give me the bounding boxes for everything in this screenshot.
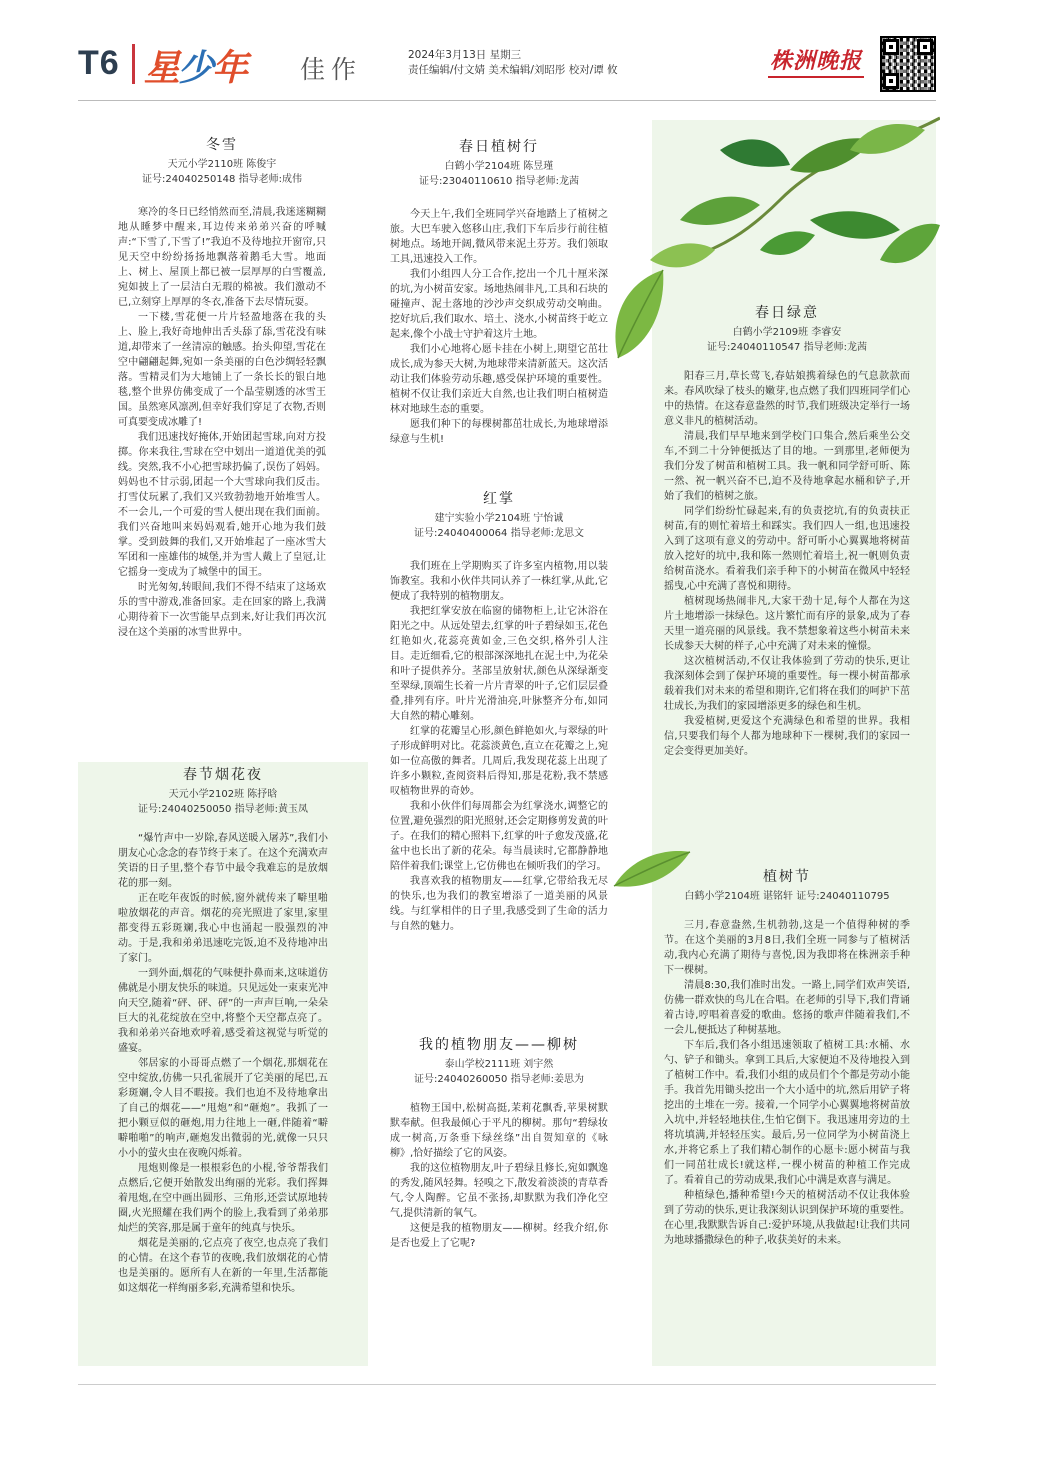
page-number-divider [132,44,135,84]
article-paragraph: 同学们纷纷忙碌起来,有的负责挖坑,有的负责扶正树苗,有的则忙着培土和踩实。我们四人一组,也迅速投入到了这项有意义的劳动中。舒可昕小心翼翼地将树苗放入挖好的坑中,我和陈一然则忙着培土,祝一帆则负责给树苗浇水。看着我们亲手种下的小树苗在微风中轻轻摇曳,心中充满了喜悦和期待。 [664,506,910,592]
article-paragraph: 时光匆匆,转眼间,我们不得不结束了这场欢乐的雪中游戏,准备回家。走在回家的路上,我满心期待着下一次雪能早点到来,好让我们再次沉浸在这个美丽的冰雪世界中。 [118,582,326,638]
header-divider [78,100,936,101]
issue-date: 2024年3月13日 星期三 [408,49,522,61]
issue-meta [408,48,618,78]
article-spring-green [664,302,910,759]
section-title: 佳作 [300,55,363,84]
article-cert: 证号:24040400064 指导老师:龙思文 [414,528,584,539]
article-paragraph: 这次植树活动,不仅让我体验到了劳动的快乐,更让我深刻体会到了保护环境的重要性。每一棵小树苗都承载着我们对未来的希望和期许,它们将在我们的呵护下茁壮成长,为我们的家园增添更多的绿色和生机。 [664,656,910,712]
article-title: 红掌 [483,491,515,507]
article-paragraph: 愿我们种下的每棵树都茁壮成长,为地球增添绿意与生机! [390,419,608,445]
page-header [78,34,938,100]
article-paragraph: 我们小组四人分工合作,挖出一个几十厘米深的坑,为小树苗安家。场地热闹非凡,工具和石块的碰撞声、泥土落地的沙沙声交织成劳动交响曲。挖好坑后,我们取水、培土、浇水,小树苗终于屹立起来,像个小战士守护着这片土地。 [390,269,608,340]
article-paragraph: 正在吃年夜饭的时候,窗外就传来了噼里啪啦放烟花的声音。烟花的亮光照进了家里,家里都变得五彩斑斓,我心中也涌起一股强烈的冲动。于是,我和弟弟迅速吃完饭,迫不及待地冲出了家门。 [118,893,328,964]
article-cert: 证号:24040260050 指导老师:姜思为 [414,1074,584,1085]
article-body [664,369,910,759]
article-paragraph: 我们小心地将心愿卡挂在小树上,期望它茁壮成长,成为参天大树,为地球带来清新蓝天。这次活动让我们体验劳动乐趣,感受保护环境的重要性。植树不仅让我们亲近大自然,也让我们明白植树造林对地球生态的重要。 [390,344,608,415]
qr-code-icon[interactable] [880,36,936,92]
article-paragraph: 清晨8:30,我们准时出发。一路上,同学们欢声笑语,仿佛一群欢快的鸟儿在合唱。在老师的引导下,我们背诵着古诗,哼唱着喜爱的歌曲。悠扬的歌声伴随着我们,不一会儿,便抵达了种树基地。 [664,980,910,1036]
article-byline: 白鹤小学2104班 陈昱瑾 [444,161,554,172]
column-logo-char-1: 星 [144,48,179,89]
article-body [118,831,328,1296]
article-title: 植树节 [763,869,811,885]
newspaper-logo: 株洲晚报 [770,44,862,75]
article-title: 春日绿意 [755,305,819,321]
article-paragraph: 寒冷的冬日已经悄然而至,清晨,我迷迷糊糊地从睡梦中醒来,耳边传来弟弟兴奋的呼喊声:“下雪了,下雪了!”我迫不及待地拉开窗帘,只见天空中纷纷扬扬地飘落着鹅毛大雪。地面上、树上、屋顶上都已被一层厚厚的白雪覆盖,宛如披上了一层洁白无瑕的棉被。我们激动不已,立刻穿上厚厚的冬衣,准备下去尽情玩耍。 [118,207,326,308]
article-paragraph: 三月,春意盎然,生机勃勃,这是一个值得种树的季节。在这个美丽的3月8日,我们全班一同参与了植树活动,我内心充满了期待与喜悦,因为我即将在株洲亲手种下一棵树。 [664,920,910,976]
article-paragraph: 清晨,我们早早地来到学校门口集合,然后乘坐公交车,不到二十分钟便抵达了目的地。一到那里,老师便为我们分发了树苗和植树工具。我一帆和同学舒可昕、陈一然、祝一帆兴奋不已,迫不及待地拿起水桶和铲子,开始了我们的植树之旅。 [664,431,910,502]
article-anthurium [390,488,608,934]
article-byline: 建宁实验小学2104班 宁怡诚 [434,513,564,524]
article-paragraph: 植树现场热闹非凡,大家干劲十足,每个人都在为这片土地增添一抹绿色。这片繁忙而有序的景象,成为了春天里一道亮丽的风景线。我不禁想象着这些小树苗未来长成参天大树的样子,心中充满了对未来的憧憬。 [664,596,910,652]
article-cert: 证号:24040250050 指导老师:黄玉凤 [138,804,308,815]
article-paragraph: 烟花是美丽的,它点亮了夜空,也点亮了我们的心情。在这个春节的夜晚,我们放烟花的心情也是美丽的。愿所有人在新的一年里,生活都能如这烟花一样绚丽多彩,充满希望和快乐。 [118,1238,328,1294]
article-byline: 白鹤小学2109班 李睿安 [732,327,842,338]
article-paragraph: 今天上午,我们全班同学兴奋地踏上了植树之旅。大巴车驶入悠移山庄,我们下车后步行前往植树地点。场地开阔,微风带来泥土芬芳。我们领取工具,迅速投入工作。 [390,209,608,265]
page-number: T6 [78,44,120,82]
article-paragraph: 阳春三月,草长莺飞,春姑娘携着绿色的气息款款而来。春风吹绿了枝头的嫩芽,也点燃了我们四班同学们心中的热情。在这春意盎然的时节,我们班级决定举行一场意义非凡的植树活动。 [664,371,910,427]
article-paragraph: 我们班在上学期购买了许多室内植物,用以装饰教室。我和小伙伴共同认养了一株红掌,从此,它便成了我特别的植物朋友。 [390,561,608,602]
article-paragraph: 我爱植树,更爱这个充满绿色和希望的世界。我相信,只要我们每个人都为地球种下一棵树,我们的家园一定会变得更加美好。 [664,716,910,757]
article-body [390,1101,608,1251]
article-body [390,559,608,934]
article-paragraph: 我喜欢我的植物朋友——红掌,它带给我无尽的快乐,也为我们的教室增添了一道美丽的风景线。与红掌相伴的日子里,我感受到了生命的活力与自然的魅力。 [390,876,608,932]
article-body [664,918,910,1248]
article-paragraph: 我把红掌安放在临窗的储物柜上,让它沐浴在阳光之中。从远处望去,红掌的叶子碧绿如玉,花色红艳如火,花蕊亮黄如金,三色交织,格外引人注目。走近细看,它的根部深深地扎在泥土中,为花朵和叶子提供养分。茎部呈放射状,颜色从深绿渐变至翠绿,顶端生长着一片片青翠的叶子,它们层层叠叠,排列有序。叶片光滑油亮,叶脉整齐分布,如同大自然的精心雕刻。 [390,606,608,722]
leaf-icon [608,266,668,362]
article-paragraph: 红掌的花瓣呈心形,颜色鲜艳如火,与翠绿的叶子形成鲜明对比。花蕊淡黄色,直立在花瓣之上,宛如一位高傲的舞者。几周后,我发现花蕊上出现了许多小颗粒,查阅资料后得知,那是花粉,我不禁感叹植物世界的奇妙。 [390,726,608,797]
leaves-illustration-icon [640,110,940,310]
article-title: 春日植树行 [459,139,539,155]
article-winter-snow [118,134,326,640]
column-logo-char-3: 年 [212,48,247,89]
article-byline: 泰山学校2111班 刘宇然 [444,1059,554,1070]
article-byline: 白鹤小学2104班 谌铭轩 证号:24040110795 [684,891,890,902]
article-paragraph: 这便是我的植物朋友——柳树。经我介绍,你是否也爱上了它呢? [390,1223,608,1249]
article-paragraph: 种植绿色,播种希望!今天的植树活动不仅让我体验到了劳动的快乐,更让我深刻认识到保护环境的重要性。在心里,我默默告诉自己:爱护环境,从我做起!让我们共同为地球播撒绿色的种子,收获美好的未来。 [664,1190,910,1246]
article-cert: 证号:24040250148 指导老师:成伟 [142,174,302,185]
footer-divider [78,1384,936,1385]
article-paragraph: 植物王国中,松树高挺,茉莉花飘香,苹果树默默奉献。但我最倾心于平凡的柳树。那句“碧绿妆成一树高,万条垂下绿丝绦”出自贺知章的《咏柳》,恰好描绘了它的风姿。 [390,1103,608,1159]
editor-credits: 责任编辑/付文婧 美术编辑/刘昭彤 校对/谭 攸 [408,64,618,76]
article-title: 冬雪 [206,137,238,153]
article-paragraph: 下车后,我们各小组迅速领取了植树工具:水桶、水勺、铲子和锄头。拿到工具后,大家便迫不及待地投入到了植树工作中。看,我们小组的成员们个个都是劳动小能手。我首先用锄头挖出一个大小适中的坑,然后用铲子将挖出的土堆在一旁。接着,一个同学小心翼翼地将树苗放入坑中,并轻轻地扶住,生怕它倒下。我迅速用旁边的土将坑填满,并轻轻压实。最后,另一位同学为小树苗浇上水,并将它系上了我们精心制作的心愿卡:愿小树苗与我们一同茁壮成长!就这样,一棵小树苗的种植工作完成了。看着自己的劳动成果,我们心中满是欢喜与满足。 [664,1040,910,1186]
article-title: 我的植物朋友——柳树 [419,1037,579,1053]
article-willow [390,1034,608,1251]
article-paragraph: 一下楼,雪花便一片片轻盈地落在我的头上、脸上,我好奇地伸出舌头舔了舔,雪花没有味道,却带来了一丝清凉的触感。抬头仰望,雪花在空中翩翩起舞,宛如一条美丽的白色沙绸轻轻飘落。雪精灵们为大地铺上了一条长长的银白地毯,整个世界仿佛变成了一个晶莹剔透的冰雪王国。虽然寒风凛冽,但幸好我们穿足了衣物,否则可真要变成冰雕了! [118,312,326,428]
column-logo-char-2: 少 [178,48,213,89]
article-cert: 证号:24040110547 指导老师:龙茜 [707,342,867,353]
article-cert: 证号:23040110610 指导老师:龙茜 [419,176,579,187]
article-spring-tree-planting [390,136,608,447]
article-paragraph: 一到外面,烟花的气味便扑鼻而来,这味道仿佛就是小朋友快乐的味道。只见远处一束束光冲向天空,随着“砰、砰、砰”的一声声巨响,一朵朵巨大的礼花绽放在空中,将整个天空都点亮了。我和弟弟兴奋地欢呼着,感受着这视觉与听觉的盛宴。 [118,968,328,1054]
article-arbor-day [664,866,910,1248]
article-paragraph: 邻居家的小哥哥点燃了一个烟花,那烟花在空中绽放,仿佛一只孔雀展开了它美丽的尾巴,五彩斑斓,令人目不暇接。我们也迫不及待地拿出了自己的烟花——“甩炮”和“砸炮”。我抓了一把小颗豆似的砸炮,用力往地上一砸,伴随着“噼噼啪啪”的响声,砸炮发出微弱的光,就像一只只小小的萤火虫在夜晚闪烁着。 [118,1058,328,1159]
article-paragraph: 甩炮则像是一根根彩色的小棍,爷爷帮我们点燃后,它便开始散发出绚丽的光彩。我们挥舞着甩炮,在空中画出圆形、三角形,还尝试原地转圈,火光照耀在我们两个的脸上,我看到了弟弟那灿烂的笑容,那是属于童年的纯真与快乐。 [118,1163,328,1234]
article-byline: 天元小学2110班 陈俊宇 [167,159,277,170]
article-paragraph: 我的这位植物朋友,叶子碧绿且修长,宛如飘逸的秀发,随风轻舞。轻嗅之下,散发着淡淡的青草香气,令人陶醉。它虽不张扬,却默默为我们净化空气,提供清新的氧气。 [390,1163,608,1219]
article-paragraph: “爆竹声中一岁除,春风送暖入屠苏”,我们小朋友心心念念的春节终于来了。在这个充满欢声笑语的日子里,整个春节中最令我难忘的是放烟花的那一刻。 [118,833,328,889]
article-body [118,205,326,640]
column-logo [144,40,246,91]
article-body [390,207,608,447]
article-paragraph: 我和小伙伴们每周都会为红掌浇水,调整它的位置,避免强烈的阳光照射,还会定期修剪发黄的叶子。在我们的精心照料下,红掌的叶子愈发茂盛,花盆中也长出了新的花朵。每当晨读时,它都静静地陪伴着我们;课堂上,它仿佛也在倾听我们的学习。 [390,801,608,872]
article-paragraph: 我们迅速找好掩体,开始团起雪球,向对方投掷。你来我往,雪球在空中划出一道道优美的弧线。突然,我不小心把雪球扔偏了,误伤了妈妈。妈妈也不甘示弱,团起一个大雪球向我们反击。打雪仗玩累了,我们又兴致勃勃地开始堆雪人。不一会儿,一个可爱的雪人便出现在我们面前。我们兴奋地叫来妈妈观看,她开心地为我们鼓掌。受到鼓舞的我们,又开始堆起了一座冰雪大军团和一座雄伟的城堡,并为雪人戴上了皇冠,让它摇身一变成为了城堡中的国王。 [118,432,326,578]
article-spring-fireworks [118,764,328,1296]
article-byline: 天元小学2102班 陈抒晗 [168,789,278,800]
article-title: 春节烟花夜 [183,767,263,783]
